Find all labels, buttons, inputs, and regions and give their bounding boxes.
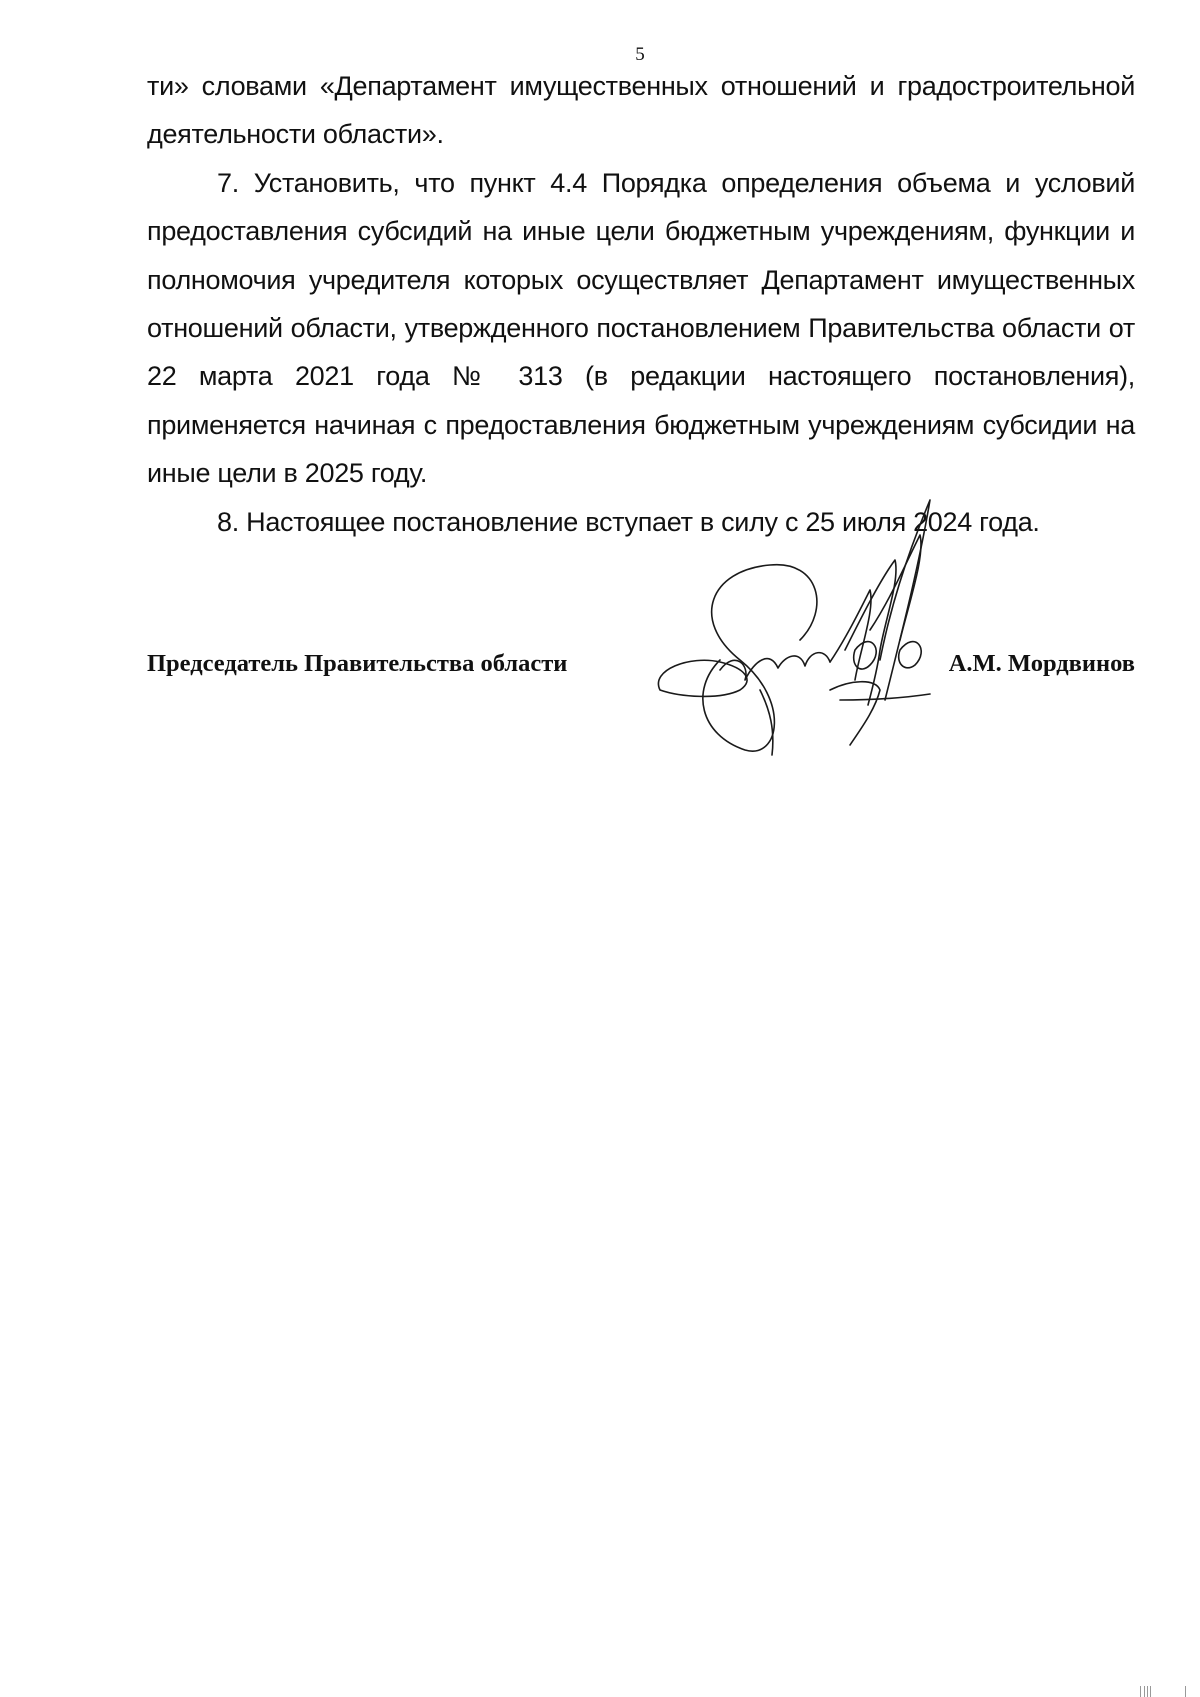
signatory-name: А.М. Мордвинов <box>948 650 1135 677</box>
signatory-title: Председатель Правительства области <box>147 650 568 677</box>
page-number: 5 <box>635 44 645 65</box>
document-body <box>147 62 1135 546</box>
paragraph-8: 8. Настоящее постановление вступает в силу с 25 июля 2024 года. <box>217 506 1040 537</box>
signature-block <box>147 650 1135 690</box>
paragraph-continuation: ти» словами «Департамент имущественных отношений и градостроительной деятельности области». <box>147 71 1135 150</box>
paragraph-7: 7. Установить, что пункт 4.4 Порядка определения объема и условий предоставления субсидий на иные цели бюджетным учреждениям, функции и полномочия учредителя которых осуществляет Департамент имущественных отношений области, утвержденного постановлением Правительства области от 22 марта 2021 года № 313 (в редакции настоящего постановления), применяется начиная с предоставления бюджетным учреждениям субсидии на иные цели в 2025 году. <box>147 167 1135 489</box>
scan-edge-marks <box>1130 1686 1190 1697</box>
